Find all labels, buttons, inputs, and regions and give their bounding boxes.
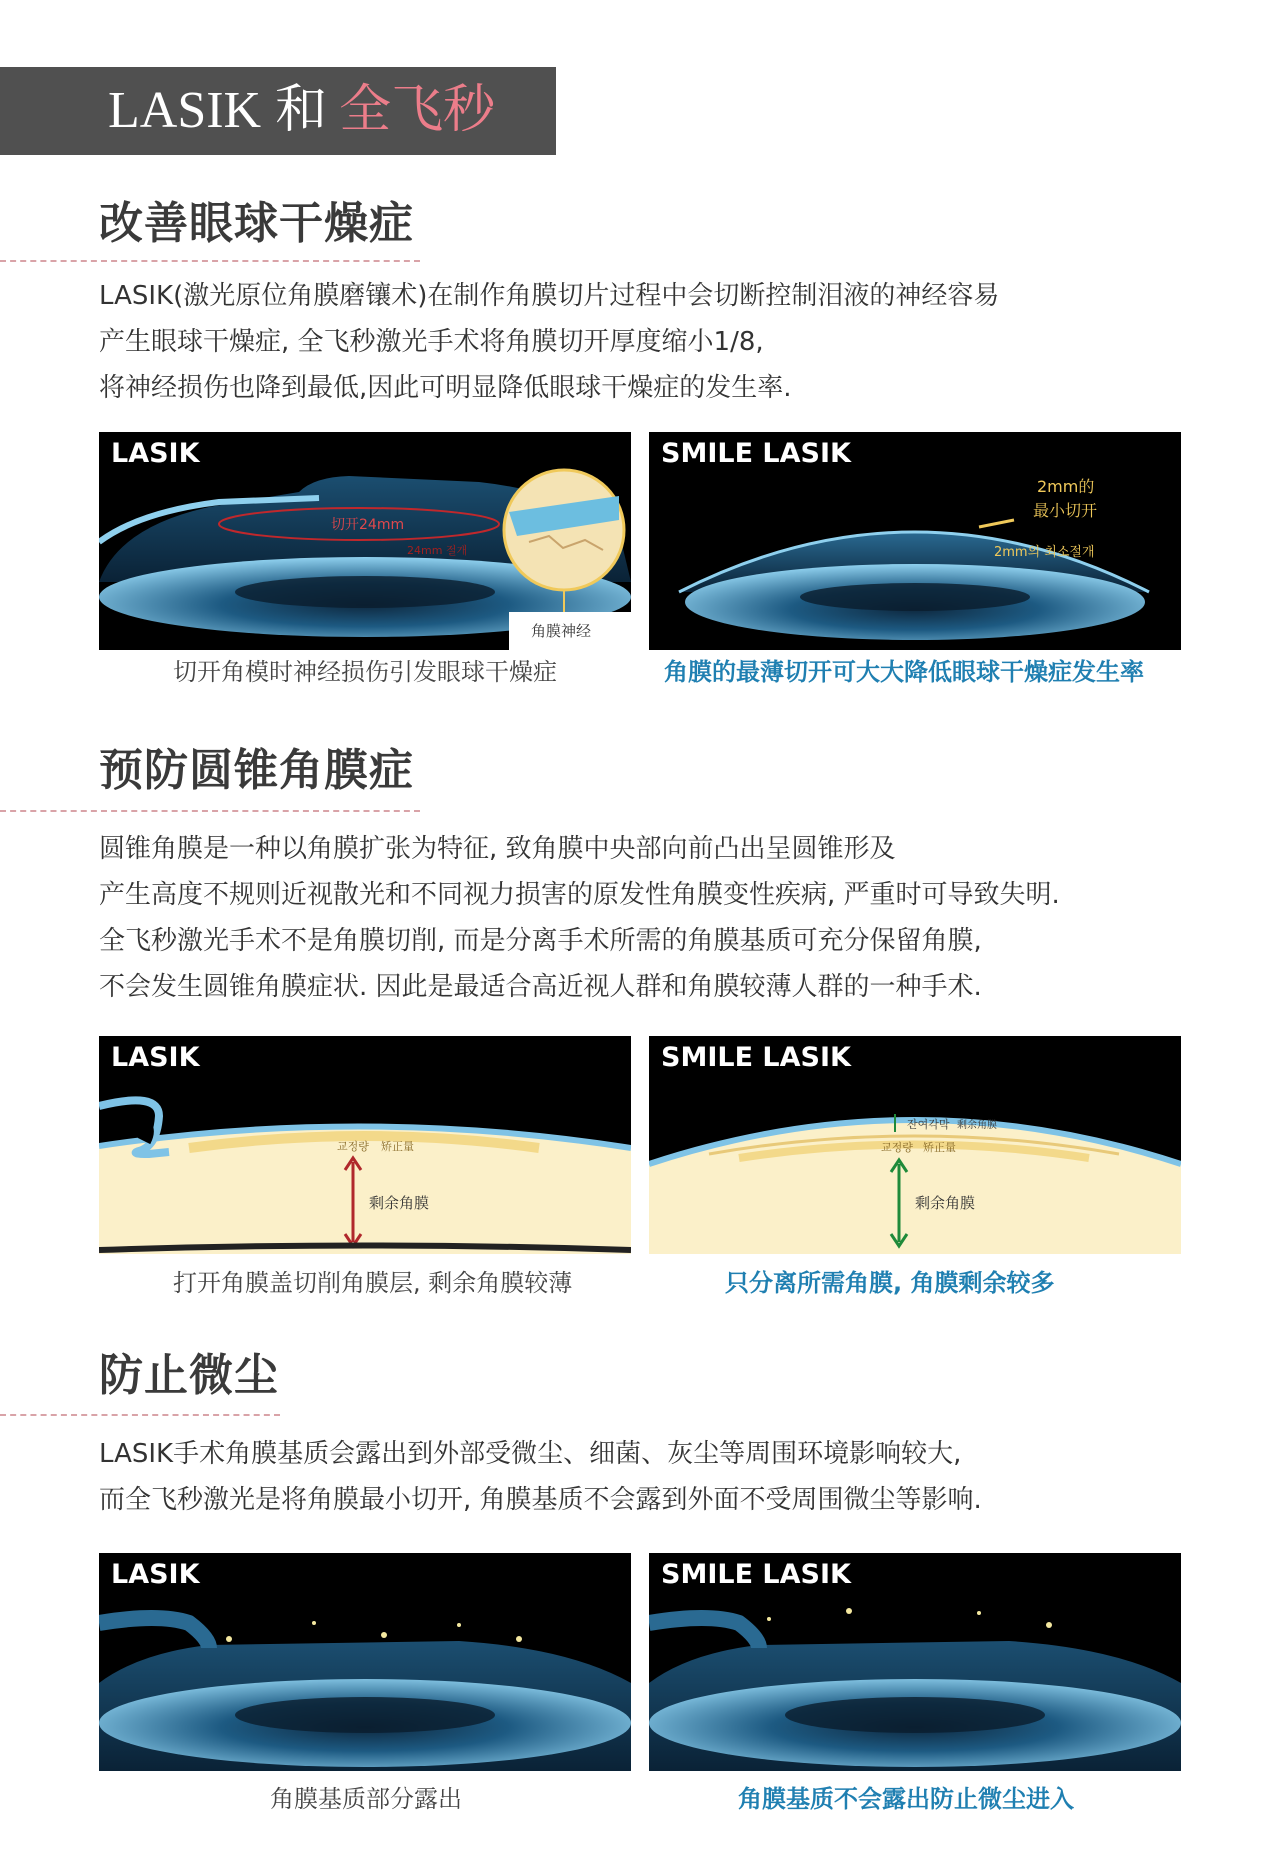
- correction-ko-label: 교정량: [881, 1141, 913, 1154]
- section1-line-1: LASIK(激光原位角膜磨镶术)在制作角膜切片过程中会切断控制泪液的神经容易: [99, 281, 1000, 311]
- section1-right-caption: 角膜的最薄切开可大大降低眼球干燥症发生率: [664, 658, 1144, 686]
- section3-heading: 防止微尘: [99, 1350, 279, 1401]
- section3-divider: [0, 1414, 280, 1416]
- section1-heading: 改善眼球干燥症: [99, 198, 414, 249]
- cut-24mm-label: 切开24mm: [331, 517, 405, 533]
- section3-line-1: LASIK手术角膜基质会露出到外部受微尘、细菌、灰尘等周围环境影响较大,: [99, 1439, 962, 1469]
- section2-divider: [0, 810, 420, 812]
- banner-lasik: LASIK: [108, 82, 262, 139]
- remaining-cornea-label: 剩余角膜: [915, 1194, 976, 1212]
- correction-label: 矫正量: [923, 1141, 956, 1154]
- panel-label: LASIK: [111, 1559, 200, 1590]
- section3-lasik-panel: [99, 1553, 631, 1771]
- panel-label: LASIK: [111, 1042, 200, 1073]
- section3-right-caption: 角膜基质不会露出防止微尘进入: [738, 1785, 1074, 1813]
- section2-line-1: 圆锥角膜是一种以角膜扩张为特征, 致角膜中央部向前凸出呈圆锥形及: [99, 834, 896, 864]
- section1-divider: [0, 260, 420, 262]
- section3-line-2: 而全飞秒激光是将角膜最小切开, 角膜基质不会露到外面不受周围微尘等影响.: [99, 1485, 982, 1515]
- section1-line-3: 将神经损伤也降到最低,因此可明显降低眼球干燥症的发生率.: [99, 373, 792, 403]
- correction-label: 矫正量: [381, 1140, 414, 1153]
- cut-2mm-ko-label: 2mm의 최소절개: [994, 545, 1095, 560]
- section2-line-2: 产生高度不规则近视散光和不同视力损害的原发性角膜变性疾病, 严重时可导致失明.: [99, 880, 1060, 910]
- section1-smile-panel: [649, 432, 1181, 650]
- section2-smile-panel: [649, 1036, 1181, 1254]
- section3-left-caption: 角膜基质部分露出: [270, 1785, 462, 1813]
- residual-top-label: 剩余角膜: [957, 1120, 997, 1131]
- banner-title: [108, 81, 495, 141]
- remaining-cornea-label: 剩余角膜: [369, 1194, 430, 1212]
- section2-line-3: 全飞秒激光手术不是角膜切削, 而是分离手术所需的角膜基质可充分保留角膜,: [99, 926, 982, 956]
- section2-left-caption: 打开角膜盖切削角膜层, 剩余角膜较薄: [173, 1269, 573, 1297]
- banner-quanfeimiao: 全飞秒: [339, 82, 496, 139]
- cut-2mm-label-2: 最小切开: [1033, 501, 1098, 520]
- section1-line-2: 产生眼球干燥症, 全飞秒激光手术将角膜切开厚度缩小1/8,: [99, 327, 764, 357]
- section2-lasik-panel: [99, 1036, 631, 1254]
- section3-smile-panel: [649, 1553, 1181, 1771]
- panel-label: SMILE LASIK: [661, 1559, 851, 1590]
- corneal-nerve-label: 角膜神经: [531, 622, 592, 640]
- cut-24mm-ko-label: 24mm 절개: [407, 544, 468, 557]
- panel-label: LASIK: [111, 438, 200, 469]
- panel-label: SMILE LASIK: [661, 438, 851, 469]
- residual-ko-label: 잔여각막: [907, 1118, 950, 1131]
- title-banner: [0, 67, 556, 155]
- correction-ko-label: 교정량: [337, 1140, 369, 1153]
- section2-line-4: 不会发生圆锥角膜症状. 因此是最适合高近视人群和角膜较薄人群的一种手术.: [99, 972, 982, 1002]
- cut-2mm-label-1: 2mm的: [1037, 477, 1095, 496]
- section1-left-caption: 切开角模时神经损伤引发眼球干燥症: [173, 658, 557, 686]
- section1-lasik-panel: [99, 432, 631, 650]
- section2-right-caption: 只分离所需角膜, 角膜剩余较多: [725, 1269, 1055, 1297]
- banner-he: 和: [275, 82, 328, 139]
- section2-heading: 预防圆锥角膜症: [99, 745, 414, 796]
- panel-label: SMILE LASIK: [661, 1042, 851, 1073]
